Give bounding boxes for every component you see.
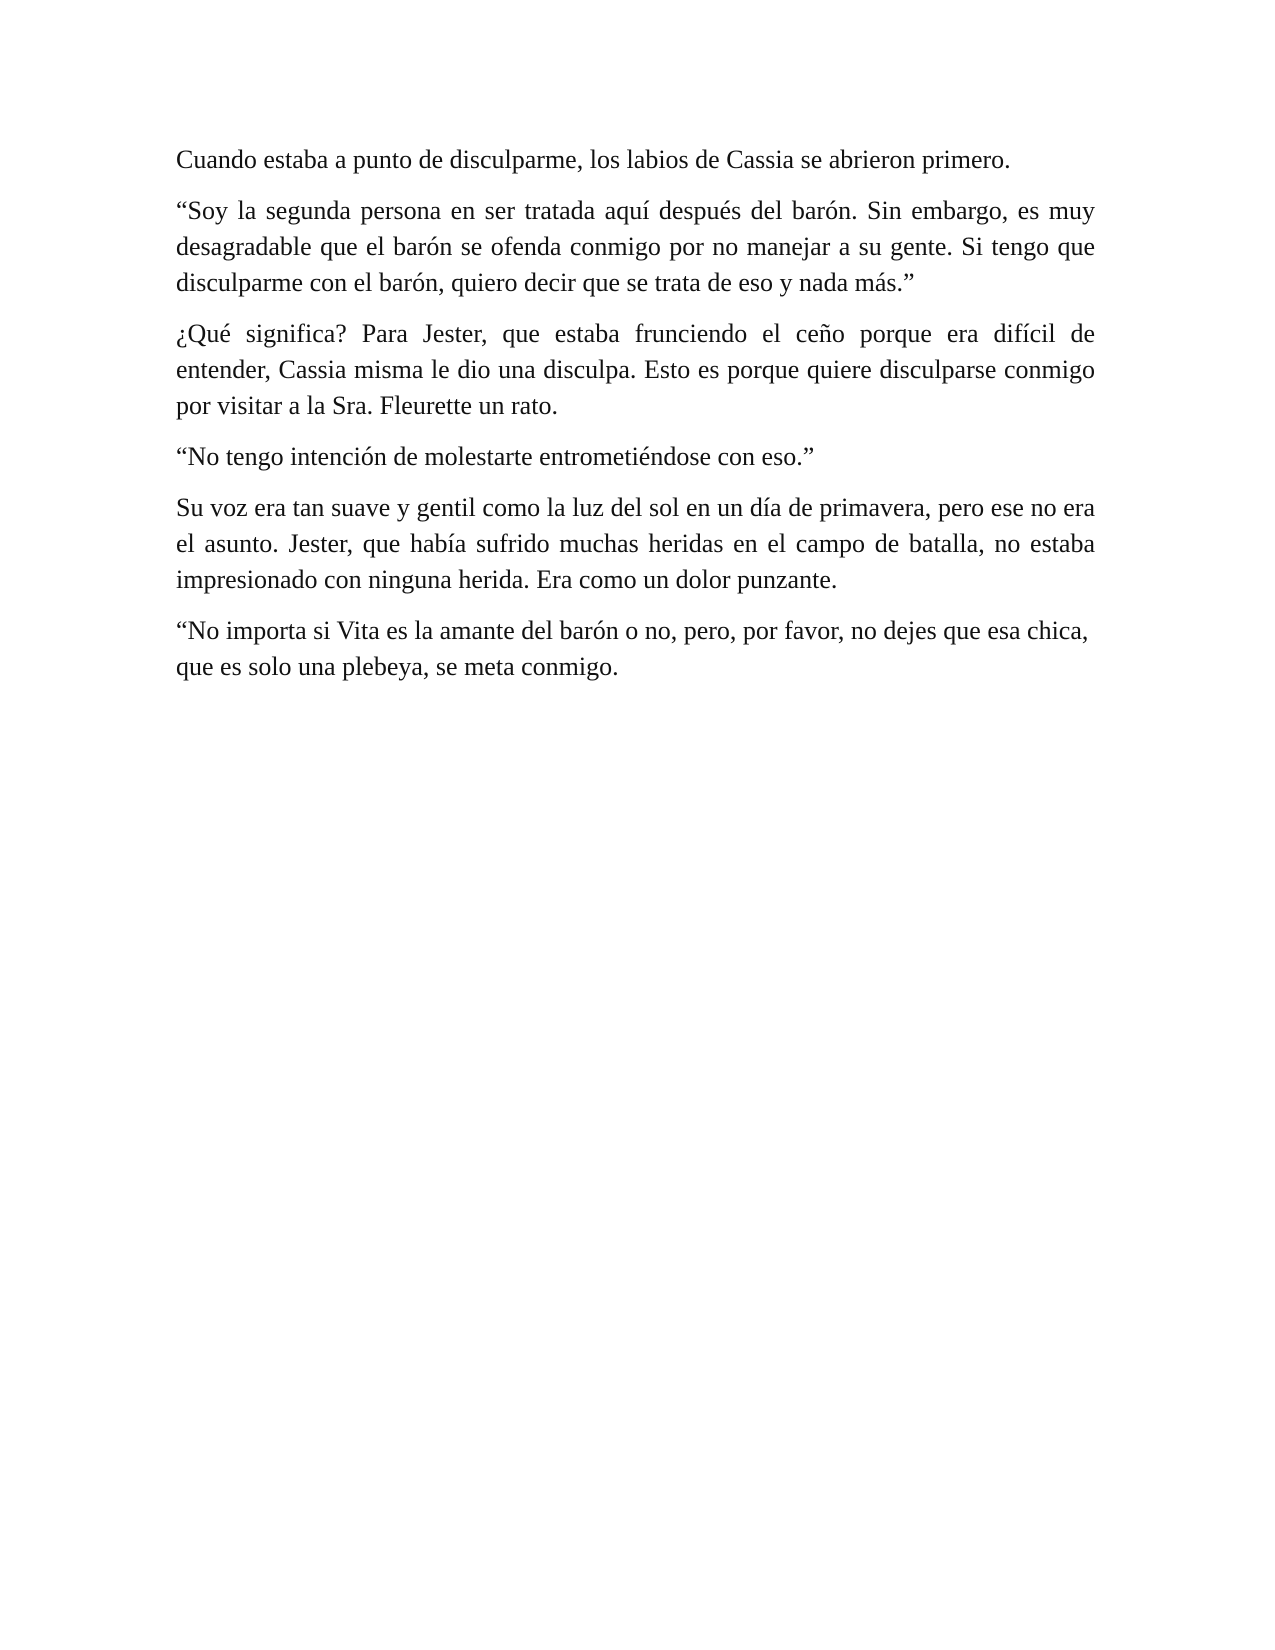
paragraph-5: Su voz era tan suave y gentil como la luz del sol en un día de primavera, pero ese no era el asunto. Jester, que había sufrido muchas heridas en el campo de batalla, no estaba impresionado con ninguna herida. Era como un dolor punzante. bbox=[176, 493, 1095, 594]
paragraph-2: “Soy la segunda persona en ser tratada aquí después del barón. Sin embargo, es muy desagradable que el barón se ofenda conmigo por no manejar a su gente. Si tengo que disculparme con el barón, quiero decir que se trata de eso y nada más.” bbox=[176, 196, 1095, 297]
paragraph-4: “No tengo intención de molestarte entrometiéndose con eso.” bbox=[176, 442, 815, 471]
paragraph-3: ¿Qué significa? Para Jester, que estaba frunciendo el ceño porque era difícil de entender, Cassia misma le dio una disculpa. Esto es porque quiere disculparse conmigo por visitar a la Sra. Fleurette un rato. bbox=[176, 319, 1095, 420]
paragraph-1: Cuando estaba a punto de disculparme, los labios de Cassia se abrieron primero. bbox=[176, 145, 1011, 174]
document-body bbox=[176, 142, 1095, 700]
paragraph-6: “No importa si Vita es la amante del barón o no, pero, por favor, no dejes que esa chica, que es solo una plebeya, se meta conmigo. bbox=[176, 616, 1089, 681]
